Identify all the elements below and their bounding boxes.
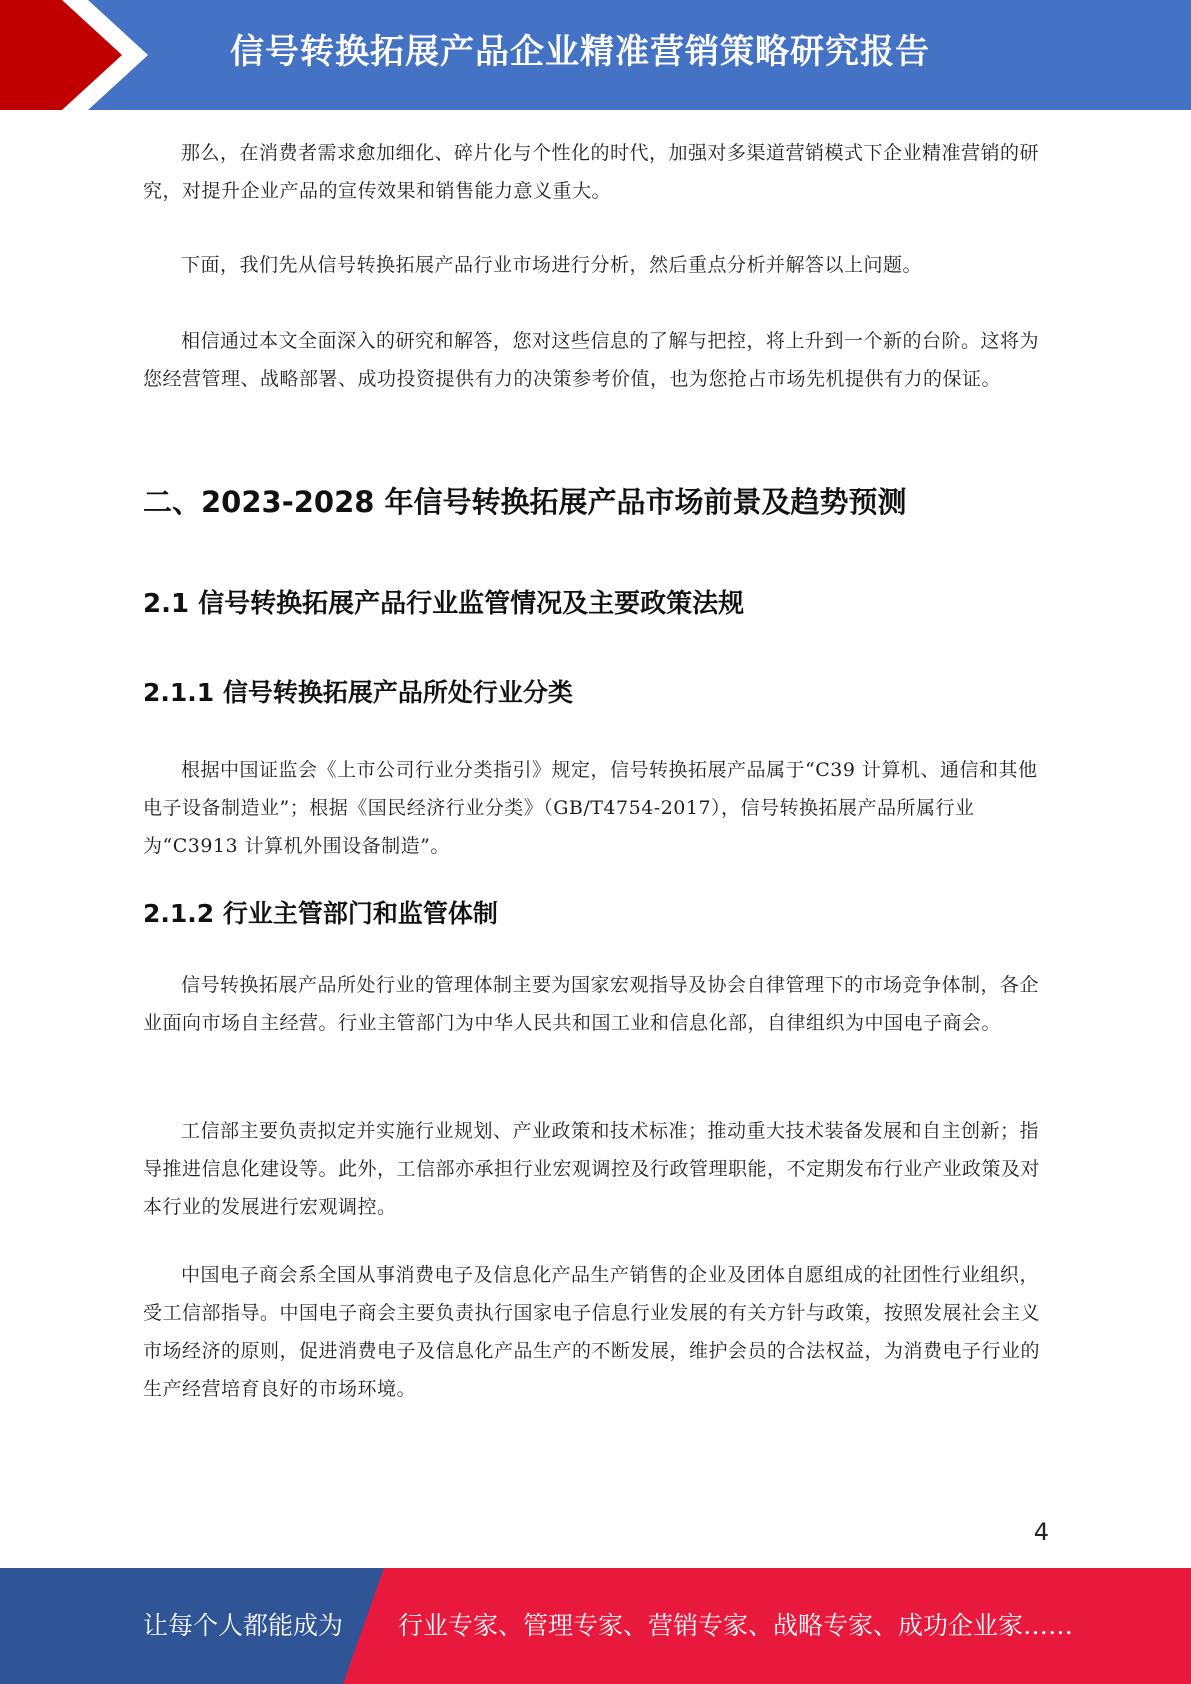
section-2-1-1-heading: 2.1.1 信号转换拓展产品所处行业分类 (143, 678, 573, 707)
section-2-1-1-paragraph: 根据中国证监会《上市公司行业分类指引》规定，信号转换拓展产品属于“C39 计算机、通信和其他电子设备制造业”；根据《国民经济行业分类》（GB/T4754-2017），信号转换拓展产品所属行业为“C3913 计算机外围设备制造”。 (143, 759, 1038, 857)
section-2-1-heading: 2.1 信号转换拓展产品行业监管情况及主要政策法规 (143, 589, 745, 619)
section-2-heading: 二、2023-2028 年信号转换拓展产品市场前景及趋势预测 (143, 485, 907, 519)
intro-paragraph-1: 那么，在消费者需求愈加细化、碎片化与个性化的时代，加强对多渠道营销模式下企业精准营销的研究，对提升企业产品的宣传效果和销售能力意义重大。 (143, 142, 1040, 202)
section-2-1-2-paragraph-2: 工信部主要负责拟定并实施行业规划、产业政策和技术标准；推动重大技术装备发展和自主创新；指导推进信息化建设等。此外，工信部亦承担行业宏观调控及行政管理职能，不定期发布行业产业政策及对本行业的发展进行宏观调控。 (143, 1120, 1041, 1218)
intro-paragraph-2: 下面，我们先从信号转换拓展产品行业市场进行分析，然后重点分析并解答以上问题。 (181, 254, 923, 276)
intro-paragraph-3: 相信通过本文全面深入的研究和解答，您对这些信息的了解与把控，将上升到一个新的台阶。这将为您经营管理、战略部署、成功投资提供有力的决策参考价值，也为您抢占市场先机提供有力的保证。 (143, 330, 1040, 390)
report-title: 信号转换拓展产品企业精准营销策略研究报告 (230, 32, 930, 72)
section-2-1-2-paragraph-3: 中国电子商会系全国从事消费电子及信息化产品生产销售的企业及团体自愿组成的社团性行业组织，受工信部指导。中国电子商会主要负责执行国家电子信息行业发展的有关方针与政策，按照发展社会主义市场经济的原则，促进消费电子及信息化产品生产的不断发展，维护会员的合法权益，为消费电子行业的生产经营培育良好的市场环境。 (143, 1264, 1041, 1400)
page-number: 4 (1033, 1518, 1049, 1546)
section-2-1-2-heading: 2.1.2 行业主管部门和监管体制 (143, 899, 498, 928)
footer-banner (0, 1568, 1191, 1684)
section-2-1-2-paragraph-1: 信号转换拓展产品所处行业的管理体制主要为国家宏观指导及协会自律管理下的市场竞争体制，各企业面向市场自主经营。行业主管部门为中华人民共和国工业和信息化部，自律组织为中国电子商会。 (143, 974, 1040, 1034)
report-header-banner (0, 0, 1191, 110)
footer-slogan-right: 行业专家、管理专家、营销专家、战略专家、成功企业家…… (398, 1611, 1074, 1640)
footer-slogan-left: 让每个人都能成为 (143, 1611, 344, 1640)
red-chevron-arrow-icon (0, 0, 160, 110)
